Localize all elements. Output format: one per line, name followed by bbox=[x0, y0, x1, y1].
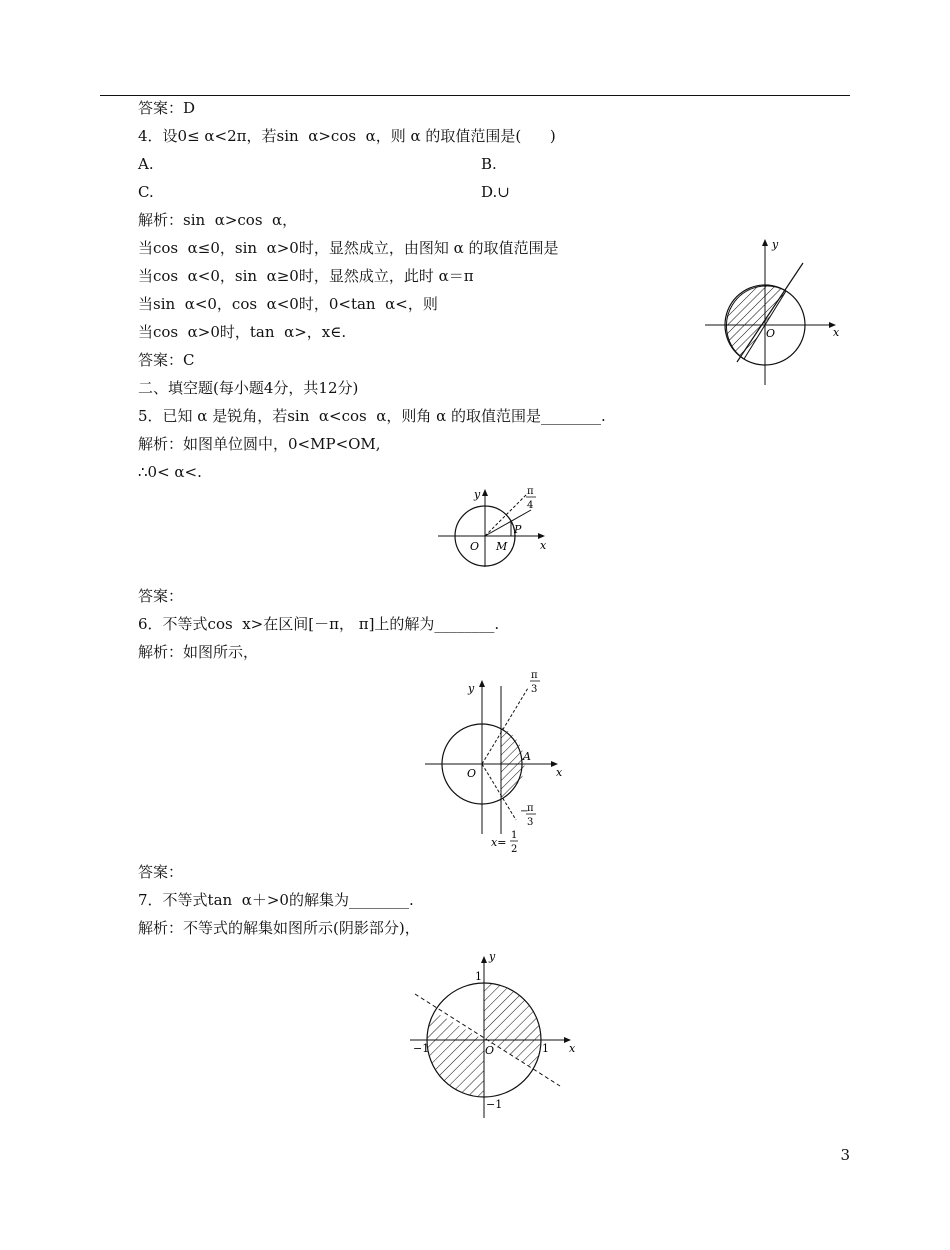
answer-6: 答案： bbox=[138, 863, 184, 881]
tick-label-x-neg-one: −1 bbox=[413, 1042, 430, 1055]
tick-label-y-one: 1 bbox=[475, 970, 482, 983]
x-label: x bbox=[540, 539, 547, 552]
page-number: 3 bbox=[840, 1146, 850, 1164]
figure-unit-circle-q4 bbox=[700, 232, 850, 392]
x-label: x bbox=[556, 766, 563, 779]
question-5: 5．已知 α 是锐角，若sin α<cos α，则角 α 的取值范围是________. bbox=[138, 407, 606, 425]
origin-label: O bbox=[766, 327, 776, 340]
solution-4-line-2: 当cos α≤0，sin α>0时，显然成立，由图知 α 的取值范围是 bbox=[138, 239, 559, 257]
answer-5: 答案： bbox=[138, 587, 184, 605]
angle-label-pi: π bbox=[531, 670, 538, 681]
x-label: x bbox=[833, 326, 840, 339]
y-label: y bbox=[489, 950, 496, 963]
angle-label-denominator: 3 bbox=[531, 684, 538, 695]
tick-label-x-one: 1 bbox=[542, 1042, 549, 1055]
y-label: y bbox=[468, 682, 475, 695]
line-label-numerator: 1 bbox=[511, 830, 518, 841]
solution-4-line-3: 当cos α<0，sin α≥0时，显然成立，此时 α＝π bbox=[138, 267, 474, 285]
solution-7-line-1: 解析：不等式的解集如图所示(阴影部分)， bbox=[138, 919, 420, 937]
option-c: C. bbox=[138, 183, 154, 201]
y-arrow-icon bbox=[762, 239, 768, 246]
figure-unit-circle-q6 bbox=[420, 668, 580, 854]
angle-label-denominator: 4 bbox=[527, 500, 534, 511]
section-heading: 二、填空题(每小题4分，共12分) bbox=[138, 379, 359, 397]
neg-angle-sign: − bbox=[520, 806, 529, 817]
option-a: A. bbox=[138, 155, 154, 173]
solution-4-line-5: 当cos α>0时，tan α>，x∈. bbox=[138, 323, 347, 341]
figure-unit-circle-q5 bbox=[430, 482, 560, 574]
y-arrow-icon bbox=[481, 956, 487, 963]
neg-angle-label-pi: π bbox=[527, 803, 534, 814]
tick-label-y-neg-one: −1 bbox=[486, 1098, 503, 1111]
question-6: 6．不等式cos x>在区间[－π， π]上的解为________. bbox=[138, 615, 500, 633]
solution-4-line-4: 当sin α<0，cos α<0时，0<tan α<，则 bbox=[138, 295, 438, 313]
solution-5-line-1: 解析：如图单位圆中，0<MP<OM, bbox=[138, 435, 381, 453]
y-arrow-icon bbox=[482, 489, 488, 496]
figure-unit-circle-q7 bbox=[405, 948, 585, 1124]
point-a-label: A bbox=[523, 750, 531, 763]
header-rule bbox=[100, 95, 850, 96]
origin-label: O bbox=[485, 1044, 495, 1057]
shaded-region-left bbox=[428, 1012, 484, 1097]
solution-5-line-2: ∴0< α<. bbox=[138, 463, 202, 481]
question-4: 4．设0≤ α<2π，若sin α>cos α，则 α 的取值范围是( ) bbox=[138, 127, 556, 145]
y-label: y bbox=[474, 488, 481, 501]
terminal-ray bbox=[485, 510, 531, 536]
solution-6-line-1: 解析：如图所示， bbox=[138, 643, 259, 661]
point-p-label: P bbox=[514, 523, 522, 536]
shaded-region bbox=[726, 286, 786, 359]
option-b: B. bbox=[481, 155, 497, 173]
solution-4-line-1: 解析：sin α>cos α， bbox=[138, 211, 298, 229]
answer-4: 答案：C bbox=[138, 351, 195, 369]
option-d: D.∪ bbox=[481, 183, 510, 201]
line-label-denominator: 2 bbox=[511, 844, 518, 855]
answer-3: 答案：D bbox=[138, 99, 196, 117]
question-7: 7．不等式tan α＋>0的解集为________. bbox=[138, 891, 414, 909]
point-m-label: M bbox=[496, 540, 508, 553]
angle-label-pi: π bbox=[527, 486, 534, 497]
y-arrow-icon bbox=[479, 680, 485, 687]
neg-angle-label-denominator: 3 bbox=[527, 817, 534, 828]
line-label-x-equals: x= bbox=[491, 836, 507, 849]
y-label: y bbox=[772, 238, 779, 251]
origin-label: O bbox=[467, 767, 477, 780]
origin-label: O bbox=[470, 540, 480, 553]
x-label: x bbox=[569, 1042, 576, 1055]
